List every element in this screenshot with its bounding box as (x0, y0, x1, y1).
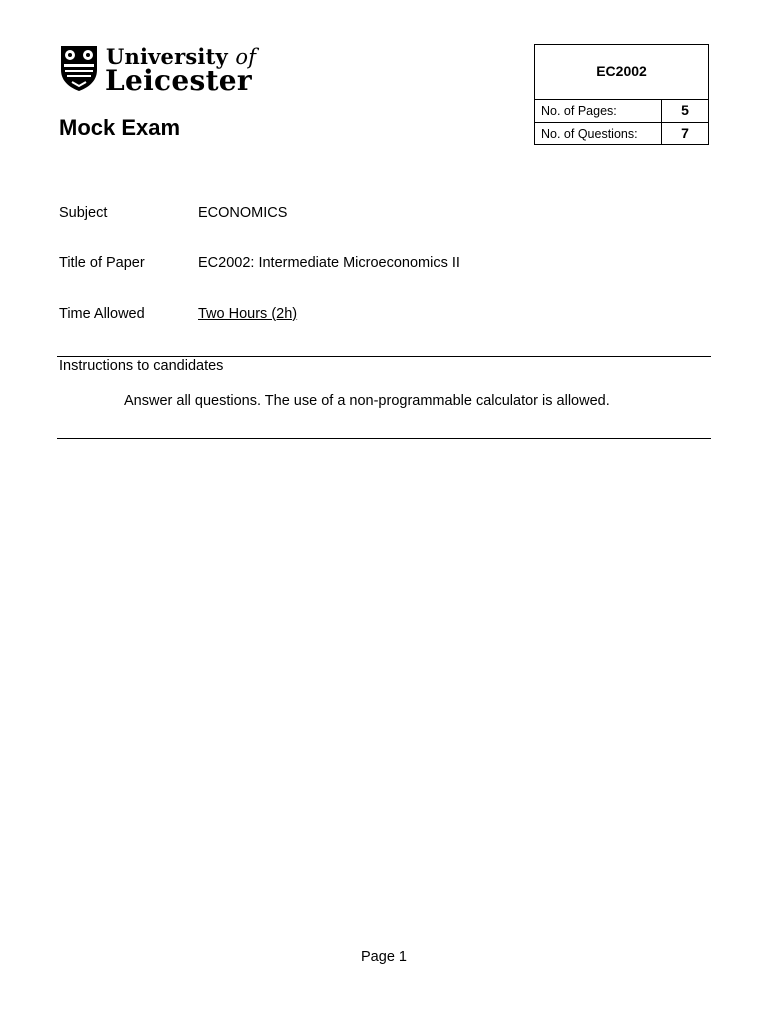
logo-word-of: of (235, 45, 257, 69)
instructions-text: Answer all questions. The use of a non-programmable calculator is allowed. (124, 393, 610, 409)
divider-bottom (57, 438, 711, 439)
logo-line-university: University of (106, 44, 257, 69)
subject-label: Subject (59, 205, 108, 221)
logo-line-leicester: Leicester (105, 64, 252, 97)
page-number: Page 1 (361, 949, 407, 965)
paper-title-value: EC2002: Intermediate Microeconomics II (198, 255, 460, 271)
time-allowed-value: Two Hours (2h) (198, 306, 298, 322)
crest-icon (59, 44, 99, 92)
pages-value: 5 (661, 100, 708, 122)
exam-info-box (534, 44, 709, 145)
page-title: Mock Exam (59, 115, 181, 140)
pages-label: No. of Pages: (541, 104, 617, 118)
exam-code: EC2002 (596, 63, 647, 79)
university-logo (59, 44, 269, 97)
pages-row (535, 99, 708, 122)
time-allowed-label: Time Allowed (59, 306, 145, 322)
instructions-heading: Instructions to candidates (59, 358, 224, 374)
questions-row (535, 122, 708, 145)
questions-value: 7 (661, 123, 708, 145)
divider-top (57, 356, 711, 357)
subject-value: ECONOMICS (198, 205, 288, 221)
questions-label: No. of Questions: (541, 127, 638, 141)
paper-title-label: Title of Paper (59, 255, 145, 271)
